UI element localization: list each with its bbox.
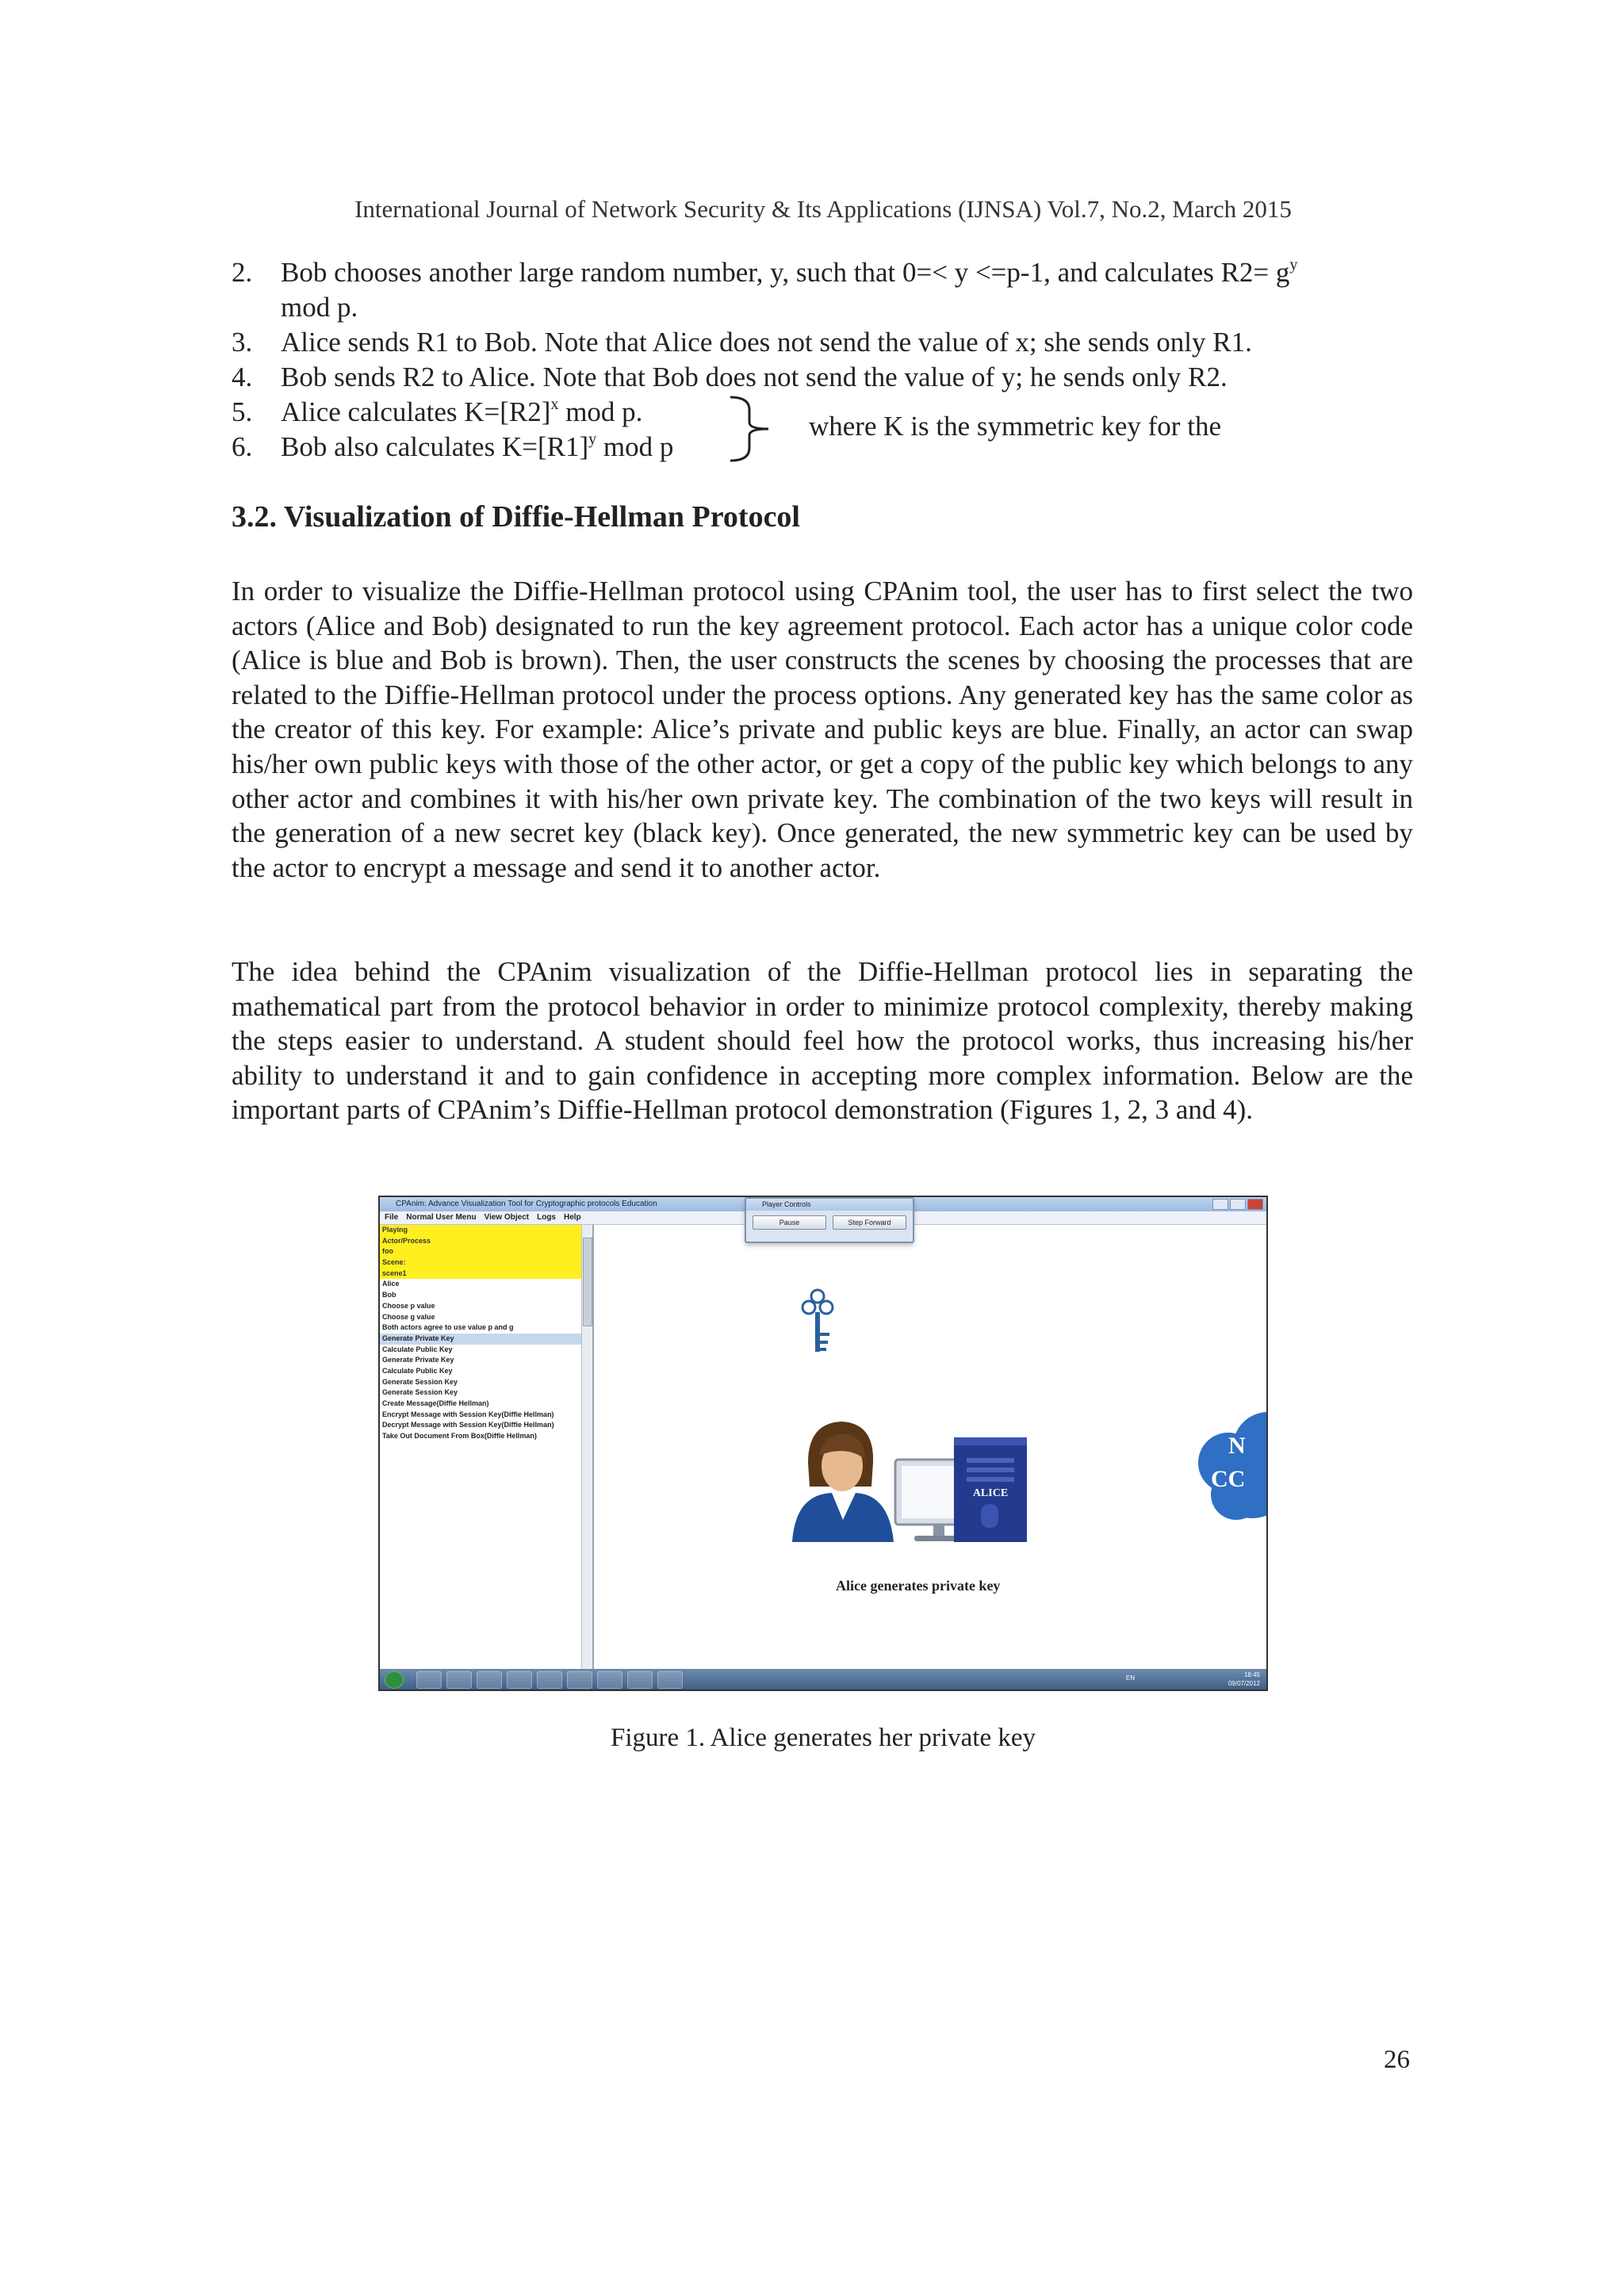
step-number: 2. xyxy=(232,257,253,288)
step-text-end: mod p. xyxy=(558,396,643,427)
step-forward-button[interactable]: Step Forward xyxy=(833,1215,906,1230)
scene-graphics xyxy=(594,1225,1266,1669)
step-text: Bob sends R2 to Alice. Note that Bob does not send the value of y; he sends only R2. xyxy=(281,362,1228,392)
section-heading: 3.2. Visualization of Diffie-Hellman Protocol xyxy=(232,500,800,534)
process-list-item[interactable]: Both actors agree to use value p and g xyxy=(382,1323,514,1332)
process-list-item[interactable]: Decrypt Message with Session Key(Diffie Hellman) xyxy=(382,1421,554,1429)
process-list-item[interactable]: Generate Private Key xyxy=(382,1356,454,1364)
panel-status-row: Scene: xyxy=(380,1257,592,1269)
panel-scrollbar[interactable] xyxy=(581,1225,592,1669)
step-text-continued: mod p. xyxy=(281,292,358,323)
process-list-item[interactable]: Generate Session Key xyxy=(382,1388,458,1397)
java-icon[interactable] xyxy=(657,1671,683,1689)
panel-status-row: Playing xyxy=(380,1225,592,1236)
minimize-icon[interactable] xyxy=(1212,1199,1228,1210)
panel-status-row: scene1 xyxy=(380,1269,592,1280)
scrollbar-thumb[interactable] xyxy=(583,1238,592,1326)
step-4 xyxy=(232,360,1413,395)
process-list-item[interactable]: Take Out Document From Box(Diffie Hellman) xyxy=(382,1432,537,1441)
curly-brace-icon xyxy=(727,394,775,464)
panel-status-row: foo xyxy=(380,1246,592,1257)
media-player-icon[interactable] xyxy=(446,1671,472,1689)
window-title: CPAnim: Advance Visualization Tool for Cryptographic protocols Education xyxy=(396,1200,657,1208)
server-tower-icon xyxy=(954,1437,1027,1542)
step-number: 3. xyxy=(232,327,253,358)
step-number: 6. xyxy=(232,431,253,462)
player-controls-window xyxy=(745,1197,914,1243)
step-text: Bob chooses another large random number, y, such that 0=< y <=p-1, and calculates R2= g xyxy=(281,257,1290,288)
menu-view-object[interactable]: View Object xyxy=(484,1213,530,1222)
step-text-end: mod p xyxy=(596,431,674,462)
app-icon[interactable] xyxy=(597,1671,622,1689)
process-list-item[interactable]: Choose p value xyxy=(382,1301,435,1310)
terminal-icon[interactable] xyxy=(627,1671,653,1689)
paragraph: The idea behind the CPAnim visualization of the Diffie-Hellman protocol lies in separating the mathematical part from the protocol behavior in order to minimize protocol complexity, thereby making the steps easier to understand. A student should feel how the protocol works, thus increasing his/her ability to understand it and to gain confidence in accepting more complex information. Below are the important parts of CPAnim’s Diffie-Hellman protocol demonstration (Figures 1, 2, 3 and 4). xyxy=(232,956,1413,1126)
menu-file[interactable]: File xyxy=(385,1213,399,1222)
superscript: x xyxy=(550,396,559,413)
process-list-item[interactable]: Bob xyxy=(382,1291,396,1299)
server-label: ALICE xyxy=(972,1487,1009,1499)
step-number: 4. xyxy=(232,362,253,392)
page-number: 26 xyxy=(1384,2045,1410,2074)
process-list-item[interactable]: Alice xyxy=(382,1280,400,1288)
os-taskbar xyxy=(380,1669,1266,1689)
brace-note: where K is the symmetric key for the xyxy=(809,411,1221,442)
figure-caption: Figure 1. Alice generates her private key xyxy=(610,1724,1036,1752)
key-icon xyxy=(802,1290,833,1352)
start-button-icon[interactable] xyxy=(385,1671,404,1689)
step-text: Bob also calculates K=[R1] xyxy=(281,431,589,462)
figure-screenshot xyxy=(378,1196,1268,1691)
menu-normal-user[interactable]: Normal User Menu xyxy=(406,1213,477,1222)
close-icon[interactable] xyxy=(1247,1199,1263,1210)
paint-icon[interactable] xyxy=(567,1671,592,1689)
process-list-item[interactable]: Choose g value xyxy=(382,1312,435,1321)
step-number: 5. xyxy=(232,396,253,427)
browser-icon[interactable] xyxy=(416,1671,442,1689)
alice-avatar xyxy=(792,1422,894,1542)
cloud-icon xyxy=(1198,1412,1266,1520)
process-list-panel xyxy=(380,1225,594,1669)
step-2 xyxy=(232,255,1413,325)
running-header: International Journal of Network Security & Its Applications (IJNSA) Vol.7, No.2, March 2015 xyxy=(354,195,1292,223)
cloud-text-1: N xyxy=(1228,1433,1246,1459)
canvas-caption: Alice generates private key xyxy=(836,1578,1001,1594)
document-icon[interactable] xyxy=(537,1671,562,1689)
paragraph: In order to visualize the Diffie-Hellman protocol using CPAnim tool, the user has to first select the two actors (Alice and Bob) designated to run the key agreement protocol. Each actor has a unique color code (Alice is blue and Bob is brown). Then, the user constructs the scenes by choosing the processes that are related to the Diffie-Hellman protocol under the process options. Any generated key has the same color as the creator of this key. For example: Alice’s private and public keys are blue. Finally, an actor can swap his/her own public keys with those of the other actor, or get a copy of the public key which belongs to any other actor and combines it with his/her own private key. The combination of the two keys will result in the generation of a new secret key (black key). Once generated, the new symmetric key can be used by the actor to encrypt a message and send it to another actor. xyxy=(232,576,1413,883)
system-clock[interactable]: 18:45 09/07/2012 xyxy=(1228,1671,1260,1687)
process-list-item[interactable]: Generate Session Key xyxy=(382,1377,458,1386)
pause-button[interactable]: Pause xyxy=(753,1215,826,1230)
process-list-item[interactable]: Create Message(Diffie Hellman) xyxy=(382,1399,489,1407)
menu-logs[interactable]: Logs xyxy=(537,1213,556,1222)
process-list-item[interactable]: Calculate Public Key xyxy=(382,1345,453,1353)
step-3 xyxy=(232,325,1413,360)
player-title: Player Controls xyxy=(746,1199,913,1211)
process-list-item[interactable]: Generate Private Key xyxy=(380,1334,592,1345)
language-indicator[interactable]: EN xyxy=(1125,1674,1135,1682)
cloud-text-2: CC xyxy=(1211,1466,1246,1492)
process-list-item[interactable]: Encrypt Message with Session Key(Diffie Hellman) xyxy=(382,1410,554,1418)
process-list-item[interactable]: Calculate Public Key xyxy=(382,1366,453,1375)
maximize-icon[interactable] xyxy=(1230,1199,1246,1210)
superscript: y xyxy=(588,430,597,448)
window-controls xyxy=(1212,1199,1263,1210)
superscript: y xyxy=(1289,256,1298,274)
animation-canvas xyxy=(594,1225,1266,1669)
app-icon[interactable] xyxy=(477,1671,502,1689)
menu-help[interactable]: Help xyxy=(564,1213,581,1222)
step-text: Alice sends R1 to Bob. Note that Alice does not send the value of x; she sends only R1. xyxy=(281,327,1252,358)
folder-icon[interactable] xyxy=(507,1671,532,1689)
panel-status-row: Actor/Process xyxy=(380,1236,592,1247)
step-text: Alice calculates K=[R2] xyxy=(281,396,551,427)
